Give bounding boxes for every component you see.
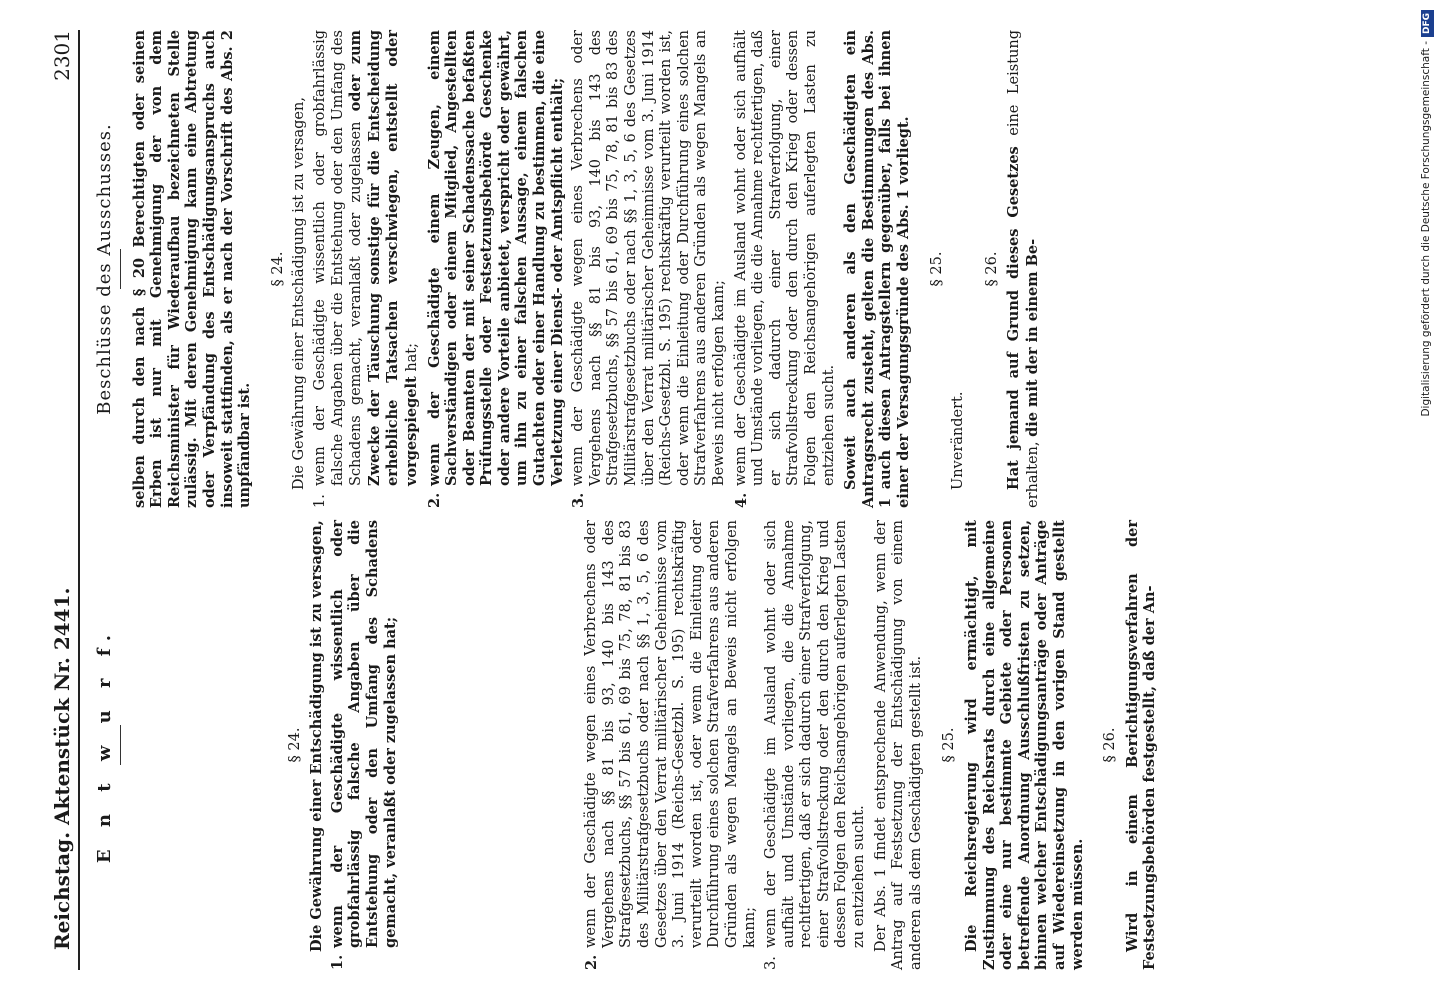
title-dash — [120, 249, 121, 289]
header-rule — [78, 30, 80, 970]
continued-text: selben durch den nach § 20 Berechtigten oder seinen Erben ist nur mit Genehmigung der von dem Reichsminister für Wiederaufbau bezeichneten Stelle zulässig. Mit deren Genehmigung kann eine Abtretung oder Verpfändung des Entschädigungsanspruchs auch insoweit stattfinden, als er nach der Vorschrift des Abs. 2 unpfändbar ist. — [130, 30, 254, 508]
item-text — [312, 30, 422, 486]
section-24-intro: Die Gewährung einer Entschädigung ist zu versagen, — [308, 520, 326, 952]
section-25-heading: § 25. — [941, 727, 958, 763]
section-26-bold-2: die mit der in einem Be- — [1023, 238, 1041, 437]
section-24-abs-2: Der Abs. 1 findet entsprechende Anwendung, wenn der Antrag auf Festsetzung der Entschädigung von einem anderen als dem Geschädigten gestellt ist. — [872, 520, 924, 970]
section-25-text: Unverändert. — [950, 391, 967, 490]
section-24-item-1 — [329, 520, 399, 970]
section-25-text: Die Reichsregierung wird ermächtigt, mit Zustimmung des Reichsrats durch eine allgemeine oder eine nur bestimmte Gebiete oder Personen betreffende Anordnung Ausschlußfristen zu setzen, binnen welcher Entschädigungsanträge oder Anträge auf Wiedereinsetzung in den vorigen Stand gestellt werden müssen. — [963, 520, 1086, 970]
section-24-item-3 — [570, 30, 728, 508]
section-24-item-3 — [763, 520, 869, 970]
item-text-plain: wenn der Geschädigte wissentlich oder grobfahrlässig falsche Angaben über die Entstehung oder den Umfang des Schadens gemacht, veranlaßt oder zugelassen — [311, 30, 365, 486]
column-entwurf — [92, 520, 1162, 970]
section-24-heading: § 24. — [269, 251, 286, 287]
funding-sidebar — [1418, 10, 1434, 995]
item-number: 1. — [328, 954, 346, 970]
item-text: wenn der Geschädigte wegen eines Verbrechens oder Vergehens nach §§ 81 bis 93, 140 bis 143 des Strafgesetzbuchs, §§ 57 bis 61, 69 bis 75, 78, 81 bis 83 des Militärstrafgesetzbuchs oder nach §§ 1, 3, 5, 6 des Gesetzes über den Verrat militärischer Geheimnisse vom 3. Juni 1914 (Reichs-Gesetzbl. S. 195) rechtskräftig verurteilt worden ist, oder wenn die Einleitung oder Durchführung eines solchen Strafverfahrens aus anderen Gründen als wegen Mangels an Beweis nicht erfolgen kann; — [570, 30, 727, 486]
item-number: 2. — [425, 492, 443, 508]
section-24-item-2 — [583, 520, 759, 970]
page-number: 2301 — [50, 30, 74, 81]
item-text-end: hat; — [403, 342, 420, 377]
column-title-beschluesse: Beschlüsse des Ausschusses. — [94, 123, 115, 415]
section-24-item-1 — [312, 30, 422, 508]
section-26-text: Wird in einem Berichtigungsverfahren der Festsetzungsbehörden festgestellt, daß der An- — [1123, 520, 1159, 970]
item-number: 2. — [583, 954, 601, 970]
section-26-heading: § 26. — [1102, 727, 1119, 763]
section-24-item-2 — [426, 30, 567, 508]
column-beschluesse — [92, 30, 1046, 508]
section-26-bold: Hat jemand auf Grund dieses Gesetzes — [1005, 146, 1023, 490]
item-number: 1. — [311, 494, 328, 508]
funding-text: Digitalisierung gefördert durch die Deutsche Forschungsgemeinschaft - — [1420, 41, 1432, 417]
section-24-item-4 — [733, 30, 839, 508]
section-24-heading: § 24. — [286, 727, 303, 763]
section-26-plain: eine Leistung erhalten, — [1006, 30, 1041, 508]
section-26-text — [1005, 30, 1042, 508]
section-26-heading: § 26. — [983, 251, 1000, 287]
item-text: wenn der Geschädigte im Ausland wohnt oder sich aufhält und Umstände vorliegen, die die Annahme rechtfertigen, daß er sich dadurch einer Strafverfolgung, einer Strafvollstreckung oder den durch den Krieg oder dessen Folgen den Reichsangehörigen auferlegten Lasten zu entziehen sucht. — [732, 30, 837, 486]
section-24-abs-2: Soweit auch anderen als den Geschädigten ein Antragsrecht zusteht, gelten die Bestimmungen des Abs. 1 auch diesen Antragstellern gegenüber, falls bei ihnen einer der Versagungsgründe des Abs. 1 vorliegt. — [842, 30, 912, 508]
item-text: wenn der Geschädigte wegen eines Verbrechens oder Vergehens nach §§ 81 bis 93, 140 bis 143 des Strafgesetzbuchs, §§ 57 bis 61, 69 bis 75, 78, 81 bis 83 des Militärstrafgesetzbuchs oder nach §§ 1, 3, 5, 6 des Gesetzes über den Verrat militärischer Geheimnisse vom 3. Juni 1914 (Reichs-Gesetzbl. S. 195) rechtskräftig verurteilt worden ist, oder wenn die Einleitung oder Durchführung eines solchen Strafverfahrens aus anderen Gründen als wegen Mangels an Beweis nicht erfolgen kann; — [583, 520, 758, 948]
funding-note — [1418, 10, 1434, 995]
section-25-heading: § 25. — [928, 251, 945, 287]
title-dash — [120, 725, 121, 765]
item-number: 3. — [763, 956, 780, 970]
page-header — [50, 30, 80, 970]
item-number: 3. — [570, 492, 588, 508]
header-title: Reichstag. Aktenstück Nr. 2441. — [50, 587, 74, 950]
section-24-intro: Die Gewährung einer Entschädigung ist zu versagen, — [291, 97, 308, 490]
item-text: wenn der Geschädigte im Ausland wohnt oder sich aufhält und Umstände vorliegen, die die Annahme rechtfertigen, daß er sich dadurch einer Strafverfolgung, einer Strafvollstreckung oder den durch den Krieg und dessen Folgen den Reichsangehörigen auferlegten Lasten zu entziehen sucht. — [763, 520, 868, 948]
column-title-entwurf: E n t w u r f. — [94, 626, 115, 864]
dfg-logo: DFG — [1421, 10, 1434, 37]
item-text: wenn der Geschädigte wissentlich oder grobfahrlässig falsche Angaben über die Entstehung oder den Umfang des Schadens gemacht, veranlaßt oder zugelassen hat; — [328, 520, 399, 948]
item-text-bold: oder zum Zwecke der Täuschung sonstige für die Entscheidung erhebliche Tatsachen verschwiegen, entstellt oder vorgespiegelt — [347, 29, 420, 486]
item-number: 4. — [732, 492, 750, 508]
item-text: wenn der Geschädigte einem Zeugen, einem Sachverständigen oder einem Mitglied, Angestellten oder Beamten der mit seiner Schadenssache befaßten Prüfungsstelle oder Festsetzungsbehörde Geschenke oder andere Vorteile anbietet, verspricht oder gewährt, um ihn zu einer falschen Aussage, einem falschen Gutachten oder einer Handlung zu bestimmen, die eine Verletzung einer Dienst- oder Amtspflicht enthält; — [425, 30, 566, 486]
